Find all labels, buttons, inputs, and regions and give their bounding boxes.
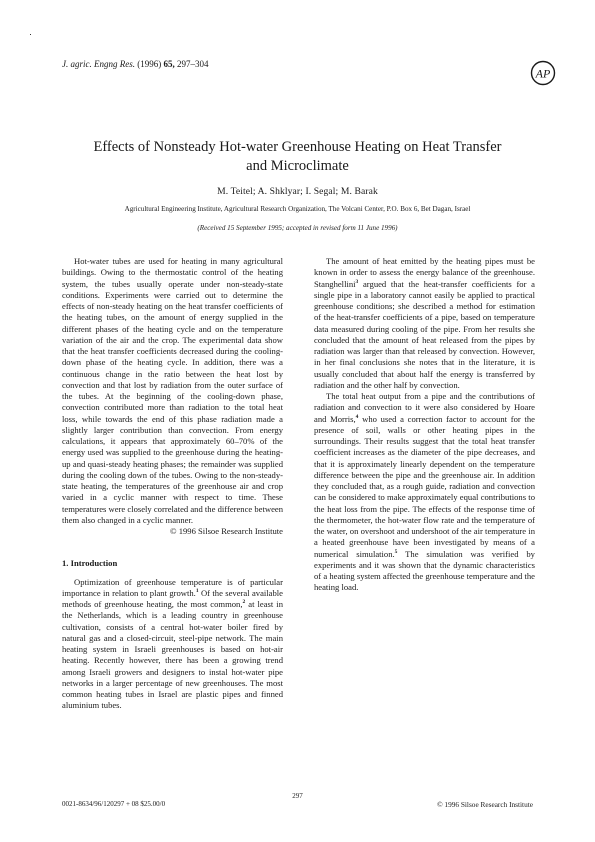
- intro-paragraph-3: [314, 391, 535, 594]
- intro-paragraph-3-text: The total heat output from a pipe and the contributions of radiation and convection to it were also considered by Hoare and Morris,: [314, 391, 535, 424]
- publisher-logo-text: AP: [535, 66, 551, 81]
- right-column: [314, 256, 535, 594]
- title-line-2: and Microclimate: [246, 158, 349, 174]
- intro-paragraph-3-text: who used a correction factor to account for the presence of soil, walls or other heating pipes in the surroundings. Their results suggest that the total heat transfer coefficient increases as the diameter of the pipe decreases, and that it is approximately linearly dependent on the temperature difference between the pipe and the greenhouse air. In addition they concluded that, as a rough guide, radiation and convection can be considered to make approximately equal contributions to the heat loss from the pipe. The effects of the response time of the thermometer, the hot-water flow rate and the temperature of the water, on overshoot and undershoot of the air temperature in a heated greenhouse have been investigated by means of a numerical simulation.: [314, 413, 535, 559]
- issn-code: 0021-8634/96/120297 + 08 $25.00/0: [62, 800, 166, 808]
- intro-paragraph-3-text: The simulation was verified by experiments and it was shown that the dynamic characteristics of a heating system affected the greenhouse temperature and the heating load.: [314, 548, 535, 593]
- citation-ref: 5: [394, 548, 398, 555]
- intro-paragraph-2-text: The amount of heat emitted by the heating pipes must be known in order to assess the energy balance of the greenhouse. Stanghellini: [314, 256, 535, 289]
- title-line-1: Effects of Nonsteady Hot-water Greenhouse Heating on Heat Transfer: [93, 139, 502, 155]
- journal-citation: [62, 59, 208, 69]
- journal-pages: 297–304: [176, 59, 209, 69]
- right-column-flow: [314, 256, 535, 594]
- abstract-copyright: © 1996 Silsoe Research Institute: [170, 526, 283, 536]
- article-title: [60, 138, 535, 176]
- authors: M. Teitel; A. Shklyar; I. Segal; M. Barak: [217, 186, 378, 197]
- left-column: [62, 256, 283, 712]
- citation-ref: 3: [355, 278, 359, 285]
- journal-volume: 65,: [163, 59, 175, 69]
- journal-year: (1996): [137, 59, 162, 69]
- intro-p1-part-a: Optimization of greenhouse temperature is of particular importance in relation to plant growth.: [62, 576, 283, 598]
- publisher-logo-icon: [530, 60, 556, 86]
- footer-copyright: © 1996 Silsoe Research Institute: [437, 800, 533, 809]
- intro-paragraph-2-text: argued that the heat-transfer coefficients for a single pipe in a laboratory cannot easily be applied to practical greenhouse conditions; she described a method for estimation of the heat-transfer coefficients of a pipe, based on temperature data measured during cooling of the pipe. From her results she concluded that the amount of heat released from the pipes by radiation was larger than that released by convection. However, in her final conclusions she notes that in the literature, it is usually concluded that about half the energy is transferred by radiation and the other half by convection.: [314, 278, 535, 390]
- intro-paragraph-2: [314, 256, 535, 391]
- abstract-text: Hot-water tubes are used for heating in many agricultural buildings. Owing to the thermostatic control of the heating system, the tubes usually operate under non-steady-state conditions. Experiments were carried out to determine the effects of non-steady heating on the heat transfer coefficients of the heating tubes, on the amount of energy supplied in the different phases of the heating cycle and on the temperature variation of the air and the crop. The experimental data show that the heat transfer coefficients decreased during the cooling-down phase of the heating cycle. In addition, there was a continuous change in the ratio between the heat lost by convection and that lost by radiation from the outer surface of the tubes. At the beginning of the cooling-down phase, convection contributed more than radiation to the total heat loss, while towards the end of this phase radiation made a slightly larger contribution than convection. From energy calculations, it appears that approximately 60–70% of the energy used was supplied to the greenhouse during the heating-up and quasi-steady heating phases; the remainder was supplied during the cooling down of the tubes. Owing to the non-steady-state heating, the temperatures of the greenhouse air and crop varied in a cyclic manner with respect to time. These temperatures were closely correlated and the difference between them also changed in a cyclic manner.: [62, 256, 284, 525]
- received-dates: (Received 15 September 1995; accepted in revised form 11 June 1996): [197, 224, 398, 232]
- citation-ref: 2: [242, 599, 246, 606]
- affiliation: Agricultural Engineering Institute, Agricultural Research Organization, The Volcani Center, P.O. Box 6, Bet Dagan, Israel: [124, 205, 471, 213]
- intro-p1-part-c: at least in the Netherlands, which is a leading country in greenhouse cultivation, consists of a central hot-water boiler fired by natural gas and a closed-circuit, steel-pipe network. The main heating system in Israeli greenhouses is based on hot-air heating. Recently however, there has been a growing trend among Israeli growers and designers to instal hot-water pipe networks in a larger percentage of new greenhouses. The most common heating tubes in Israel are plastic pipes and finned aluminium tubes.: [62, 599, 283, 711]
- citation-ref: 4: [355, 413, 359, 420]
- intro-paragraph-1: [62, 577, 283, 712]
- page-number: 297: [292, 792, 303, 800]
- journal-name: J. agric. Engng Res.: [62, 59, 135, 69]
- section-heading-introduction: 1. Introduction: [62, 558, 118, 569]
- intro-p1-part-b: Of the several available methods of greenhouse heating, the most common,: [62, 587, 283, 609]
- scan-speck: [30, 34, 31, 35]
- citation-ref: 1: [195, 587, 199, 594]
